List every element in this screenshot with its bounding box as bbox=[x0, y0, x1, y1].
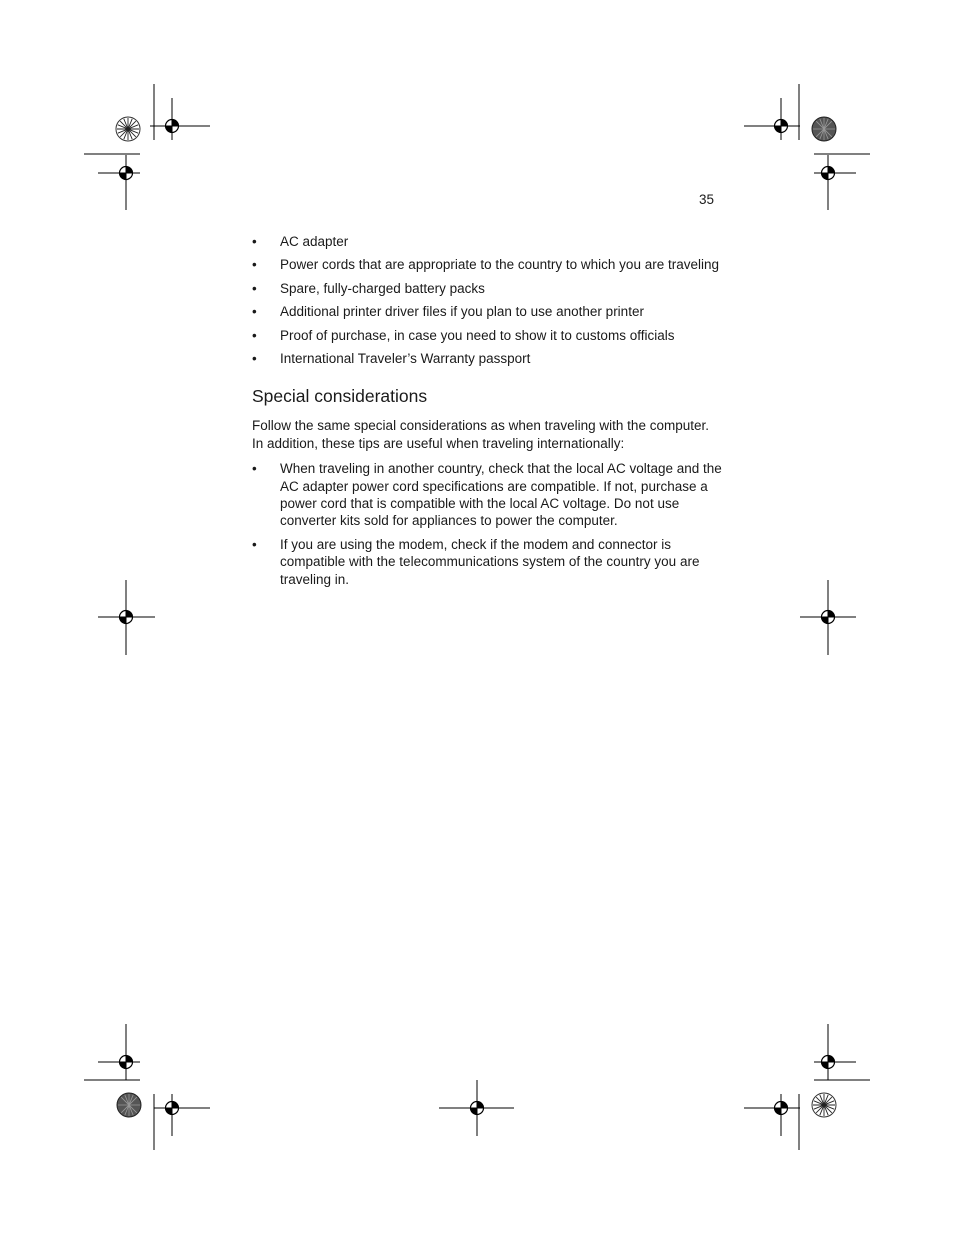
list-item: • Additional printer driver files if you plan to use another printer bbox=[252, 303, 722, 320]
section-heading: Special considerations bbox=[252, 386, 428, 407]
page-content bbox=[252, 233, 722, 594]
list-item: • When traveling in another country, check that the local AC voltage and the AC adapter power cord specifications are compatible. If not, purchase a power cord that is compatible with the local AC voltage. Do not use converter kits sold for appliances to power the computer. bbox=[252, 460, 722, 530]
list-item: • Power cords that are appropriate to the country to which you are traveling bbox=[252, 256, 722, 273]
packing-list bbox=[252, 233, 722, 367]
page-number: 35 bbox=[699, 192, 715, 207]
list-item: • Proof of purchase, in case you need to show it to customs officials bbox=[252, 327, 722, 344]
tips-list bbox=[252, 460, 722, 588]
list-item: • International Traveler’s Warranty passport bbox=[252, 350, 722, 367]
list-item: • AC adapter bbox=[252, 233, 722, 250]
intro-paragraph: Follow the same special considerations as when traveling with the computer. In addition, these tips are useful when traveling internationally: bbox=[252, 418, 709, 451]
list-item: • If you are using the modem, check if the modem and connector is compatible with the telecommunications system of the country you are traveling in. bbox=[252, 536, 722, 588]
list-item: • Spare, fully-charged battery packs bbox=[252, 280, 722, 297]
